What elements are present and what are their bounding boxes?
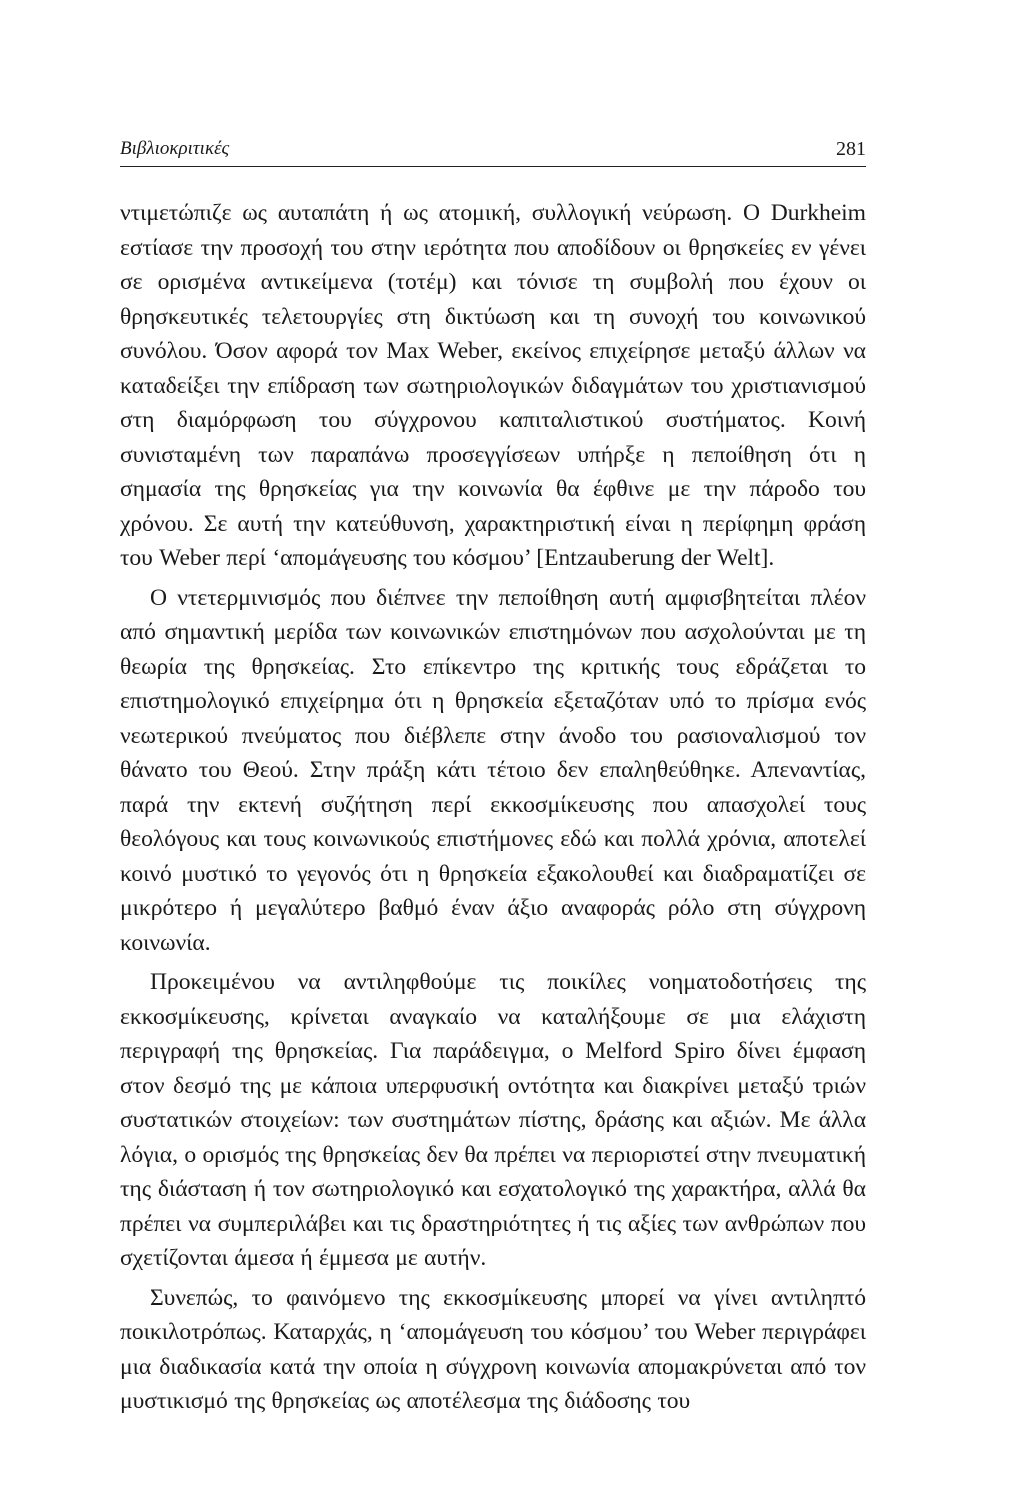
paragraph-2: Ο ντετερμινισμός που διέπνεε την πεποίθηση αυτή αμφισβητείται πλέον από σημαντική μερίδα των κοινωνικών επιστημόνων που ασχολούνται με τη θεωρία της θρησκείας. Στο επίκεντρο της κριτικής τους εδράζεται το επιστημολογικό επιχείρημα ότι η θρησκεία εξεταζόταν υπό το πρίσμα ενός νεωτερικού πνεύματος που διέβλεπε στην άνοδο του ρασιοναλισμού τον θάνατο του Θεού. Στην πράξη κάτι τέτοιο δεν επαληθεύθηκε. Απεναντίας, παρά την εκτενή συζήτηση περί εκκοσμίκευσης που απασχολεί τους θεολόγους και τους κοινωνικούς επιστήμονες εδώ και πολλά χρόνια, αποτελεί κοινό μυστικό το γεγονός ότι η θρησκεία εξακολουθεί και διαδραματίζει σε μικρότερο ή μεγαλύτερο βαθμό έναν άξιο αναφοράς ρόλο στη σύγχρονη κοινωνία. bbox=[120, 584, 866, 956]
paragraph-4: Συνεπώς, το φαινόμενο της εκκοσμίκευσης μπορεί να γίνει αντιληπτό ποικιλοτρόπως. Καταρχάς, η ‘απομάγευση του κόσμου’ του Weber περιγράφει μια διαδικασία κατά την οποία η σύγχρονη κοινωνία απομακρύνεται από τον μυστικισμό της θρησκείας ως αποτέλεσμα της διάδοσης του bbox=[120, 1284, 866, 1414]
paragraph-1: ντιμετώπιζε ως αυταπάτη ή ως ατομική, συλλογική νεύρωση. Ο Durkheim εστίασε την προσοχή του στην ιερότητα που αποδίδουν οι θρησκείες εν γένει σε ορισμένα αντικείμενα (τοτέμ) και τόνισε τη συμβολή που έχουν οι θρησκευτικές τελετουργίες στη δικτύωση και τη συνοχή του κοινωνικού συνόλου. Όσον αφορά τον Max Weber, εκείνος επιχείρησε μεταξύ άλλων να καταδείξει την επίδραση των σωτηριολογικών διδαγμάτων του χριστιανισμού στη διαμόρφωση του σύγχρονου καπιταλιστικού συστήματος. Κοινή συνισταμένη των παραπάνω προσεγγίσεων υπήρξε η πεποίθηση ότι η σημασία της θρησκείας για την κοινωνία θα έφθινε με την πάροδο του χρόνου. Σε αυτή την κατεύθυνση, χαρακτηριστική είναι η περίφημη φράση του Weber περί ‘απομάγευσης του κόσμου’ [Entzauberung der Welt]. bbox=[120, 200, 866, 571]
paragraph-3: Προκειμένου να αντιληφθούμε τις ποικίλες νοηματοδοτήσεις της εκκοσμίκευσης, κρίνεται αναγκαίο να καταλήξουμε σε μια ελάχιστη περιγραφή της θρησκείας. Για παράδειγμα, ο Melford Spiro δίνει έμφαση στον δεσμό της με κάποια υπερφυσική οντότητα και διακρίνει μεταξύ τριών συστατικών στοιχείων: των συστημάτων πίστης, δράσης και αξιών. Με άλλα λόγια, ο ορισμός της θρησκείας δεν θα πρέπει να περιοριστεί στην πνευματική της διάσταση ή τον σωτηριολογικό και εσχατολογικό της χαρακτήρα, αλλά θα πρέπει να συμπεριλάβει και τις δραστηριότητες ή τις αξίες των ανθρώπων που σχετίζονται άμεσα ή έμμεσα με αυτήν. bbox=[120, 969, 866, 1271]
running-header bbox=[120, 138, 866, 167]
body-text bbox=[120, 196, 866, 1419]
page-number: 281 bbox=[836, 138, 866, 160]
running-title: Βιβλιοκριτικές bbox=[120, 138, 230, 159]
